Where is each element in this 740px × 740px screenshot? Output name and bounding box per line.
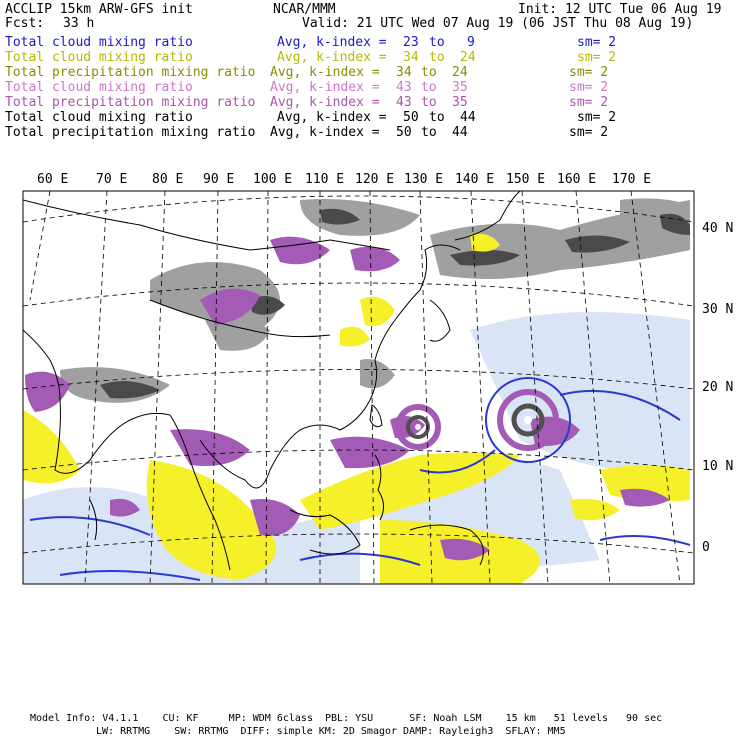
- legend-to: 35: [452, 95, 468, 110]
- legend-to: 24: [460, 50, 476, 65]
- lon-label: 90 E: [203, 172, 235, 187]
- legend-name: Total cloud mixing ratio: [5, 80, 193, 95]
- legend-avg: Avg, k-index =: [270, 125, 380, 140]
- init-time: Init: 12 UTC Tue 06 Aug 19: [518, 2, 722, 17]
- org-label: NCAR/MMM: [273, 2, 336, 17]
- legend-to: 44: [460, 110, 476, 125]
- lon-label: 150 E: [506, 172, 546, 187]
- lon-label: 120 E: [355, 172, 395, 187]
- legend-sm: sm= 2: [577, 35, 617, 50]
- legend-name: Total precipitation mixing ratio: [5, 65, 256, 80]
- lon-label: 70 E: [96, 172, 128, 187]
- legend-avg: Avg, k-index =: [277, 50, 387, 65]
- legend-sm: sm= 2: [569, 65, 609, 80]
- legend-to-word: to: [429, 110, 445, 125]
- legend-to-word: to: [421, 80, 437, 95]
- legend-to: 35: [452, 80, 468, 95]
- lat-label: 40 N: [702, 221, 734, 236]
- lon-label: 140 E: [455, 172, 495, 187]
- legend-name: Total precipitation mixing ratio: [5, 95, 256, 110]
- lon-label: 160 E: [557, 172, 597, 187]
- model-info-line2: LW: RRTMG SW: RRTMG DIFF: simple KM: 2D Smagor DAMP: Rayleigh3 SFLAY: MM5: [96, 726, 566, 737]
- legend-sm: sm= 2: [577, 50, 617, 65]
- lon-label: 100 E: [253, 172, 293, 187]
- legend-to-word: to: [421, 125, 437, 140]
- lat-label: 30 N: [702, 302, 734, 317]
- map-title: ACCLIP 15km ARW-GFS init: [5, 2, 193, 17]
- legend-avg: Avg, k-index =: [270, 65, 380, 80]
- legend-from: 34: [396, 65, 412, 80]
- legend-from: 50: [396, 125, 412, 140]
- lat-label: 0: [702, 540, 710, 555]
- legend-name: Total cloud mixing ratio: [5, 50, 193, 65]
- valid-time: Valid: 21 UTC Wed 07 Aug 19 (06 JST Thu 08 Aug 19): [302, 16, 694, 31]
- lat-label: 10 N: [702, 459, 734, 474]
- legend-from: 23: [403, 35, 419, 50]
- legend-to-word: to: [421, 95, 437, 110]
- legend-sm: sm= 2: [569, 125, 609, 140]
- legend-from: 34: [403, 50, 419, 65]
- legend-to: 24: [452, 65, 468, 80]
- forecast-label: Fcst:: [5, 16, 45, 31]
- legend-to-word: to: [429, 35, 445, 50]
- legend-sm: sm= 2: [569, 80, 609, 95]
- legend-sm: sm= 2: [569, 95, 609, 110]
- lon-label: 60 E: [37, 172, 69, 187]
- legend-from: 43: [396, 95, 412, 110]
- legend-to-word: to: [421, 65, 437, 80]
- lon-label: 80 E: [152, 172, 184, 187]
- lon-label: 130 E: [404, 172, 444, 187]
- model-info-line1: Model Info: V4.1.1 CU: KF MP: WDM 6class PBL: YSU SF: Noah LSM 15 km 51 levels 90 sec: [30, 713, 663, 724]
- lon-label: 170 E: [612, 172, 652, 187]
- forecast-hour: 33 h: [63, 16, 95, 31]
- legend-to-word: to: [429, 50, 445, 65]
- legend-to: 44: [452, 125, 468, 140]
- legend-sm: sm= 2: [577, 110, 617, 125]
- legend-to: 9: [467, 35, 475, 50]
- legend-avg: Avg, k-index =: [277, 35, 387, 50]
- legend-avg: Avg, k-index =: [277, 110, 387, 125]
- legend-name: Total cloud mixing ratio: [5, 35, 193, 50]
- legend-from: 50: [403, 110, 419, 125]
- legend-avg: Avg, k-index =: [270, 95, 380, 110]
- legend-name: Total precipitation mixing ratio: [5, 125, 256, 140]
- legend-from: 43: [396, 80, 412, 95]
- lon-label: 110 E: [305, 172, 345, 187]
- lat-label: 20 N: [702, 380, 734, 395]
- legend-name: Total cloud mixing ratio: [5, 110, 193, 125]
- legend-avg: Avg, k-index =: [270, 80, 380, 95]
